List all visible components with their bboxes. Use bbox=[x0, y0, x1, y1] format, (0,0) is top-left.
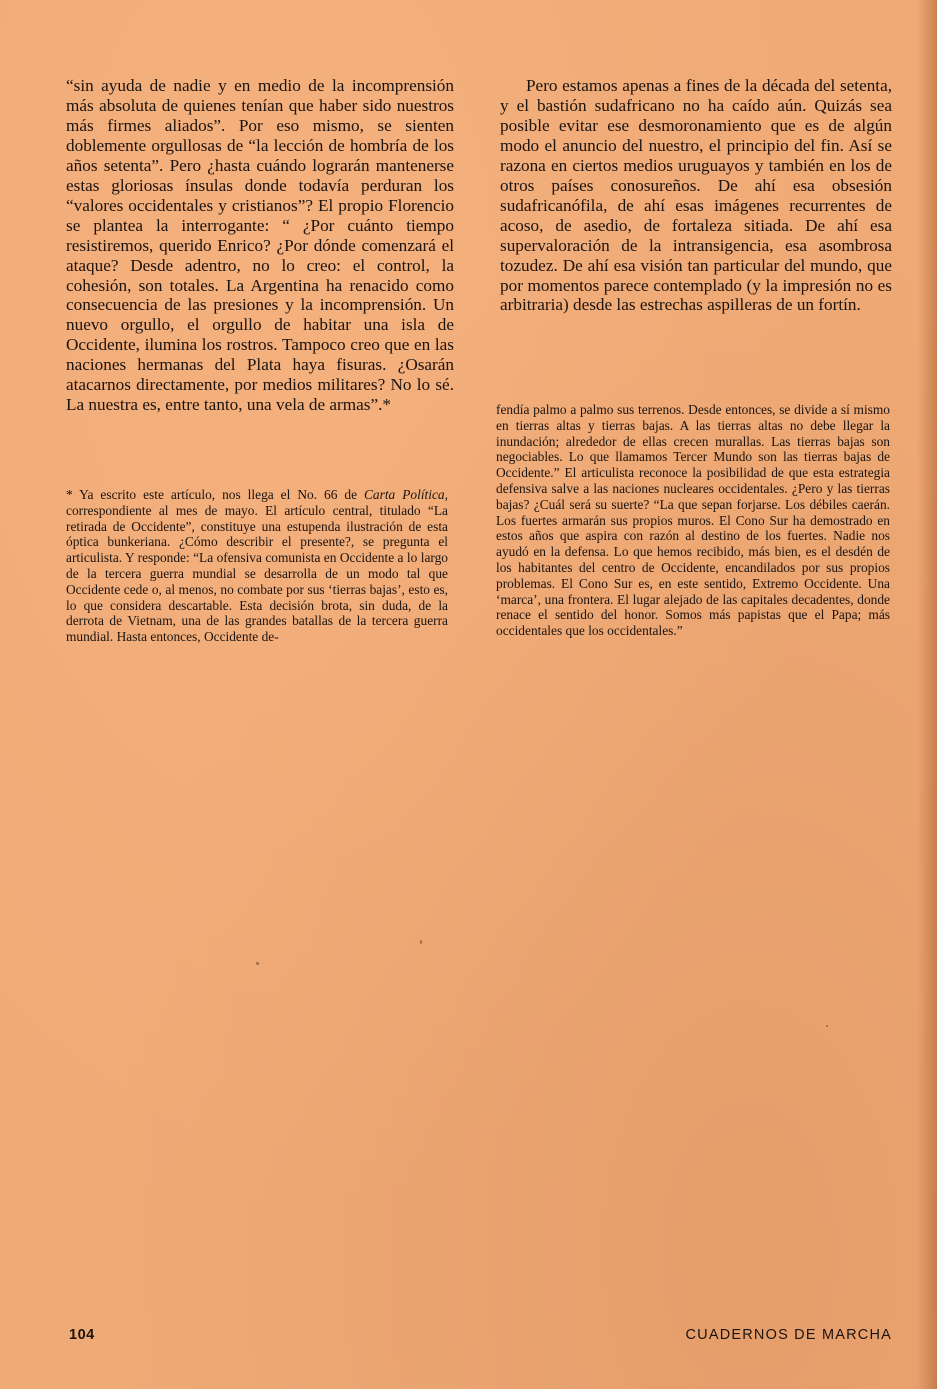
paper-speck bbox=[420, 940, 422, 944]
footnote-paragraph bbox=[66, 487, 448, 645]
right-main-paragraph: Pero estamos apenas a fines de la década del setenta, y el bastión sudafricano no ha caído aún. Quizás sea posible evitar ese desmoronamiento que es de algún modo el anuncio del nuestro, el principio del fin. Así se razona en ciertos medios uruguayos y también en los de otros países conosureños. De ahí esa obsesión sudafricanófila, de ahí esas imágenes recurrentes de acoso, de asedio, de fortaleza sitiada. De ahí esa supervaloración de la intransigencia, esa asombrosa tozudez. De ahí esa visión tan particular del mundo, que por momentos parece contemplado (y la impresión no es arbitraria) desde las estrechas aspilleras de un fortín. bbox=[500, 76, 892, 315]
paper-speck bbox=[256, 962, 259, 965]
footnote-text: correspondiente al mes de mayo. El artículo central, titulado “La retirada de Occidente”, constituye una estupenda ilustración de esta óptica bunkeriana. ¿Cómo describir el presente?, se pregunta el articulista. Y responde: “La ofensiva comunista en Occidente a lo largo de la tercera guerra mundial se desarrolla de un modo tal que Occidente cede o, al menos, no combate por sus ‘tierras bajas’, esto es, lo que considera descartable. Esta decisión brota, sin duda, de la derrota de Vietnam, una de las grandes batallas de la tercera guerra mundial. Hasta entonces, Occidente de- bbox=[66, 502, 448, 645]
right-column-body bbox=[500, 76, 892, 315]
page-number: 104 bbox=[69, 1327, 95, 1343]
footnote-block bbox=[66, 487, 448, 645]
left-main-paragraph: “sin ayuda de nadie y en medio de la incomprensión más absoluta de quienes tenían que haber sido nuestros más firmes aliados”. Por eso mismo, se sienten doblemente orgullosas de “la lección de hombría de los años setenta”. Pero ¿hasta cuándo lograrán mantenerse estas gloriosas ínsulas donde todavía perduran los “valores occidentales y cristianos”? El propio Florencio se plantea la interrogante: “ ¿Por cuánto tiempo resistiremos, querido Enrico? ¿Por dónde comenzará el ataque? Desde adentro, no lo creo: el control, la cohesión, son totales. La Argentina ha renacido como consecuencia de las presiones y la incomprensión. Un nuevo orgullo, el orgullo de habitar una isla de Occidente, ilumina los rostros. Tampoco creo que en las naciones hermanas del Plata haya fisuras. ¿Osarán atacarnos directamente, por medios militares? No lo sé. La nuestra es, entre tanto, una vela de armas”.* bbox=[66, 76, 454, 415]
running-footer: CUADERNOS DE MARCHA bbox=[685, 1327, 892, 1343]
footnote-continuation-block bbox=[496, 402, 890, 639]
footnote-continuation-paragraph: fendía palmo a palmo sus terrenos. Desde entonces, se divide a sí mismo en tierras altas y tierras bajas. A las tierras altas no debe llegar la inundación; alrededor de ellas crecen murallas. Las tierras bajas son negociables. Lo que llamamos Tercer Mundo son las tierras bajas de Occidente.” El articulista reconoce la posibilidad de que esta estrategia defensiva salve a las naciones nucleares occidentales. ¿Pero y las tierras bajas? ¿Cuál será su suerte? “La que sepan forjarse. Los débiles caerán. Los fuertes armarán sus propios muros. El Cono Sur ha demostrado en estos años que aspira con razón al destino de los fuertes. Nadie nos ayudó en la defensa. Lo que hemos recibido, más bien, es el desdén de los habitantes del centro de Occidente, encandilados por sus propios problemas. El Cono Sur es, en este sentido, Extremo Occidente. Una ‘marca’, una frontera. El lugar alejado de las capitales decadentes, donde renace el sentido del honor. Somos más papistas que el Papa; más occidentales que los occidentales.” bbox=[496, 402, 890, 639]
page-edge-shadow bbox=[917, 0, 937, 1389]
footnote-intro: * Ya escrito este artículo, nos llega el No. 66 de bbox=[66, 487, 358, 502]
footnote-magazine-title: Carta Política, bbox=[364, 487, 448, 502]
left-column-body bbox=[66, 76, 454, 415]
paper-speck bbox=[826, 1025, 828, 1027]
